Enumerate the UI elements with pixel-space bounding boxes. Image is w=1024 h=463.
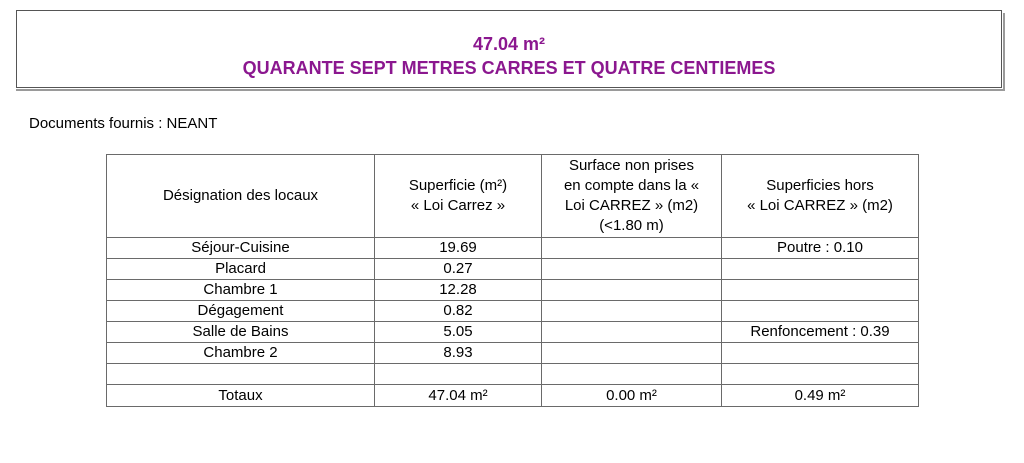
cell-hors bbox=[722, 280, 919, 301]
table-row bbox=[107, 343, 919, 364]
cell-designation: Chambre 1 bbox=[107, 280, 375, 301]
area-in-words: QUARANTE SEPT METRES CARRES ET QUATRE CENTIEMES bbox=[242, 58, 776, 78]
header-designation bbox=[107, 155, 375, 238]
cell-superficie: 0.27 bbox=[375, 259, 542, 280]
header-superficie-line: « Loi Carrez » bbox=[410, 197, 506, 214]
cell-designation: Salle de Bains bbox=[107, 322, 375, 343]
cell-hors: Poutre : 0.10 bbox=[722, 238, 919, 259]
header-designation-label: Désignation des locaux bbox=[162, 187, 319, 204]
header-hors-line: « Loi CARREZ » (m2) bbox=[747, 197, 893, 214]
area-value: 47.04 m² bbox=[472, 34, 546, 54]
cell-hors bbox=[722, 343, 919, 364]
header-superficie bbox=[375, 155, 542, 238]
totals-hors: 0.49 m² bbox=[722, 385, 919, 407]
table-row bbox=[107, 322, 919, 343]
table-row bbox=[107, 364, 919, 385]
header-non-prises bbox=[542, 155, 722, 238]
cell-non-prises bbox=[542, 259, 722, 280]
totals-row bbox=[107, 385, 919, 407]
table-row bbox=[107, 280, 919, 301]
totals-non-prises: 0.00 m² bbox=[542, 385, 722, 407]
cell-hors: Renfoncement : 0.39 bbox=[722, 322, 919, 343]
cell-designation: Dégagement bbox=[107, 301, 375, 322]
cell-designation: Chambre 2 bbox=[107, 343, 375, 364]
totals-superficie: 47.04 m² bbox=[375, 385, 542, 407]
cell-superficie: 19.69 bbox=[375, 238, 542, 259]
cell-designation: Placard bbox=[107, 259, 375, 280]
cell-hors bbox=[722, 301, 919, 322]
cell-non-prises bbox=[542, 280, 722, 301]
cell-non-prises bbox=[542, 301, 722, 322]
surface-table bbox=[106, 154, 919, 407]
cell-superficie: 5.05 bbox=[375, 322, 542, 343]
header-non-prises-line: (<1.80 m) bbox=[599, 217, 664, 234]
cell-superficie bbox=[375, 364, 542, 385]
table-row bbox=[107, 238, 919, 259]
totals-label: Totaux bbox=[107, 385, 375, 407]
table-header-row bbox=[107, 155, 919, 238]
cell-non-prises bbox=[542, 238, 722, 259]
area-summary-box bbox=[16, 10, 1002, 88]
cell-superficie: 12.28 bbox=[375, 280, 542, 301]
table-row bbox=[107, 259, 919, 280]
table-row bbox=[107, 301, 919, 322]
cell-non-prises bbox=[542, 322, 722, 343]
cell-non-prises bbox=[542, 364, 722, 385]
cell-designation: Séjour-Cuisine bbox=[107, 238, 375, 259]
documents-provided: Documents fournis : NEANT bbox=[29, 115, 218, 132]
header-hors-carrez bbox=[722, 155, 919, 238]
cell-hors bbox=[722, 259, 919, 280]
cell-superficie: 0.82 bbox=[375, 301, 542, 322]
cell-non-prises bbox=[542, 343, 722, 364]
cell-designation bbox=[107, 364, 375, 385]
cell-hors bbox=[722, 364, 919, 385]
header-non-prises-line: Surface non prises bbox=[568, 157, 695, 174]
cell-superficie: 8.93 bbox=[375, 343, 542, 364]
header-hors-line: Superficies hors bbox=[766, 177, 874, 194]
header-non-prises-line: en compte dans la « bbox=[563, 177, 700, 194]
header-superficie-line: Superficie (m²) bbox=[408, 177, 508, 194]
header-non-prises-line: Loi CARREZ » (m2) bbox=[564, 197, 699, 214]
